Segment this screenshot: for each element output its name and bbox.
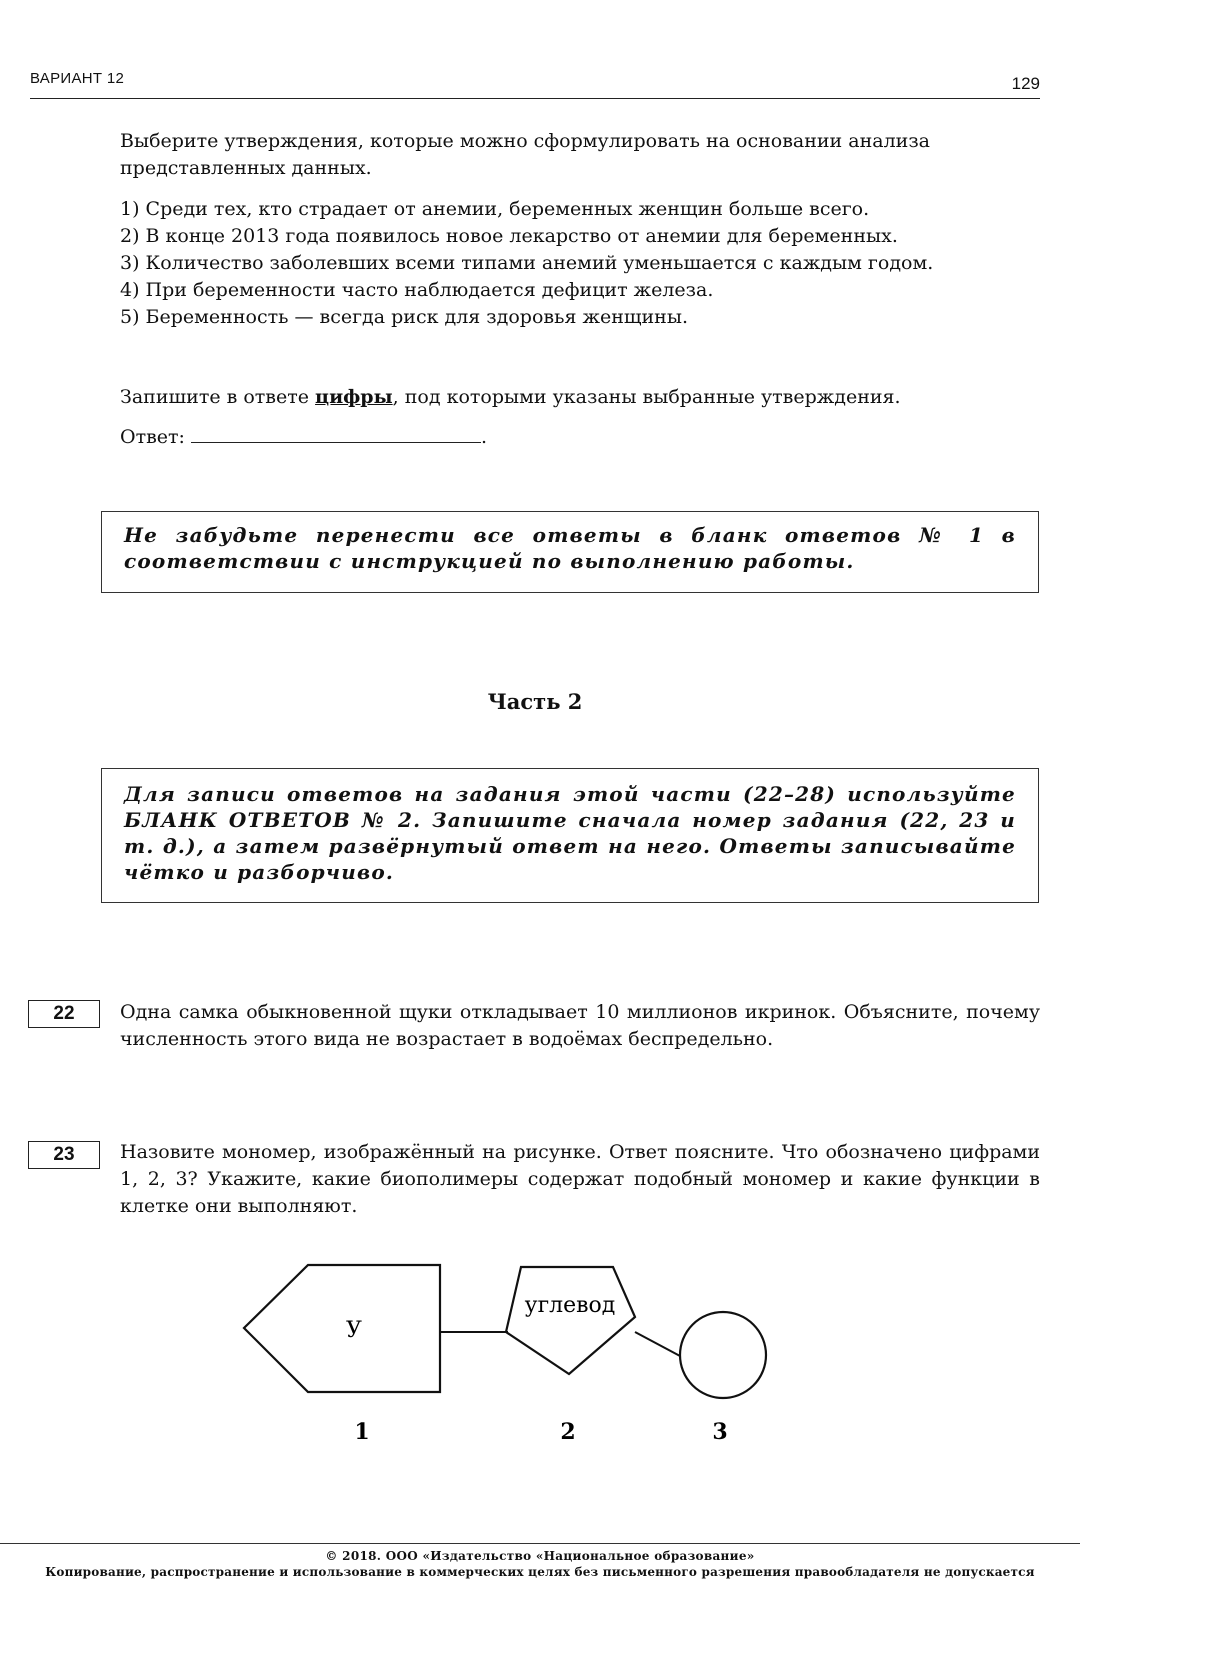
task-intro: Выберите утверждения, которые можно сформулировать на основании анализа представленных данных. xyxy=(120,130,931,179)
figure-number-2: 2 xyxy=(560,1419,576,1440)
footer-copyright: © 2018. ООО «Издательство «Национальное образование» xyxy=(325,1549,755,1563)
answer-end: . xyxy=(480,426,487,448)
base-shape xyxy=(244,1265,440,1392)
statement-item: 2) В конце 2013 года появилось новое лекарство от анемии для беременных. xyxy=(120,225,898,247)
footer-notice: Копирование, распространение и использование в коммерческих целях без письменного разрешения правообладателя не допускается xyxy=(45,1565,1035,1579)
answer-row xyxy=(120,422,620,451)
statement-item: 1) Среди тех, кто страдает от анемии, беременных женщин больше всего. xyxy=(120,198,870,220)
statement-item: 3) Количество заболевших всеми типами анемий уменьшается с каждым годом. xyxy=(120,252,934,274)
sugar-label: углевод xyxy=(524,1293,616,1318)
page-number: 129 xyxy=(1011,74,1040,93)
question-number-23: 23 xyxy=(28,1141,100,1169)
nucleotide-diagram xyxy=(240,1260,820,1440)
phosphate-shape xyxy=(680,1312,766,1398)
statement-item: 5) Беременность — всегда риск для здоровья женщины. xyxy=(120,306,689,328)
question-text-23: Назовите мономер, изображённый на рисунке. Ответ поясните. Что обозначено цифрами 1, 2, 3? Укажите, какие биополимеры содержат подобный мономер и какие функции в клетке они выполняют. xyxy=(120,1141,1040,1217)
figure-number-3: 3 xyxy=(712,1419,728,1440)
header-divider xyxy=(30,98,1040,99)
instruction-text-end: , под которыми указаны выбранные утверждения. xyxy=(392,386,901,408)
answer-instruction xyxy=(120,384,1040,411)
reminder-box: Не забудьте перенести все ответы в бланк ответов № 1 в соответствии с инструкцией по выполнению работы. xyxy=(101,511,1039,593)
figure-number-1: 1 xyxy=(354,1419,370,1440)
answer-label: Ответ: xyxy=(120,426,185,448)
part2-instruction-box: Для записи ответов на задания этой части (22–28) используйте БЛАНК ОТВЕТОВ № 2. Запишите сначала номер задания (22, 23 и т. д.), а затем развёрнутый ответ на него. Ответы записывайте чётко и разборчиво. xyxy=(101,768,1039,903)
statement-item: 4) При беременности часто наблюдается дефицит железа. xyxy=(120,279,714,301)
footer-divider xyxy=(0,1543,1080,1544)
instruction-text: Запишите в ответе xyxy=(120,386,316,408)
question-text-22: Одна самка обыкновенной щуки откладывает 10 миллионов икринок. Объясните, почему численность этого вида не возрастает в водоёмах беспредельно. xyxy=(120,1001,1040,1050)
part-title: Часть 2 xyxy=(487,689,583,714)
base-label: У xyxy=(346,1318,362,1343)
instruction-emphasis: цифры xyxy=(315,386,393,408)
statement-list xyxy=(120,196,1040,331)
answer-blank-line[interactable] xyxy=(191,422,481,443)
bond-line xyxy=(635,1332,680,1356)
sugar-shape xyxy=(506,1267,635,1374)
question-number-22: 22 xyxy=(28,1000,100,1028)
variant-header: ВАРИАНТ 12 xyxy=(30,70,125,87)
